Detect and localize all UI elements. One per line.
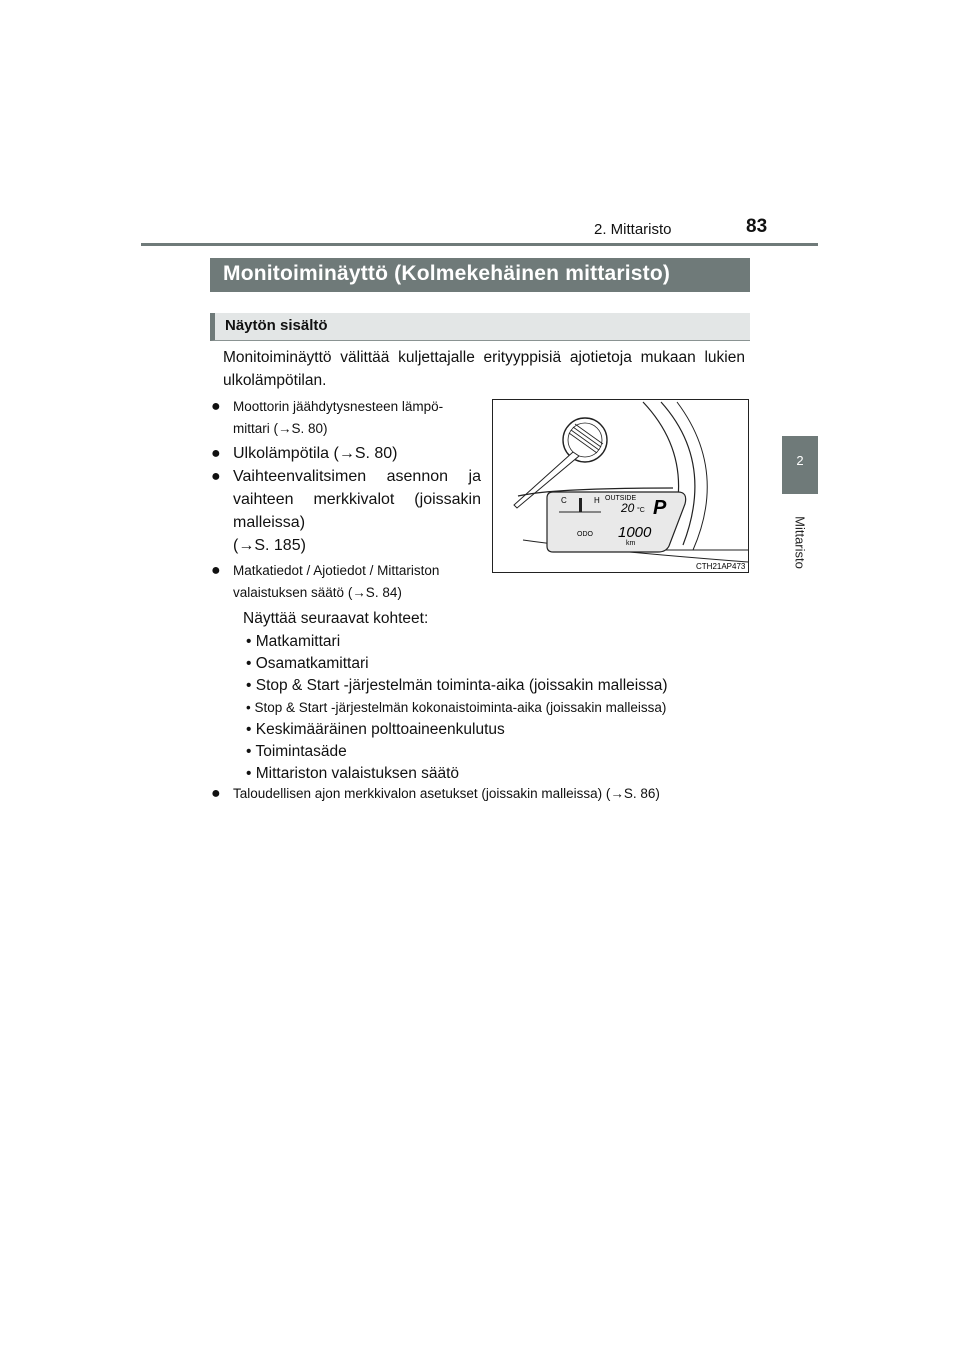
bullet-icon: ●: [211, 445, 221, 462]
list-item: • Toimintasäde: [246, 743, 347, 760]
bullet-icon: ●: [211, 562, 221, 579]
bullet-coolant: [211, 396, 481, 440]
odo-unit: km: [626, 540, 636, 547]
bullet-gear: [211, 465, 481, 557]
list-item: • Osamatkamittari: [246, 655, 369, 672]
odo-value: 1000: [618, 524, 652, 541]
bullet-eco-indicator: [211, 785, 756, 803]
section-title: Monitoiminäyttö (Kolmekehäinen mittaristo): [210, 258, 750, 292]
bullet-outside-temp: [211, 442, 481, 465]
page-number: 83: [746, 216, 768, 237]
bullet-text: valaistuksen säätö (→S. 84): [233, 585, 402, 600]
outside-temp-value: 20: [621, 501, 635, 515]
side-tab-number: 2: [796, 453, 804, 468]
temp-hot-label: H: [594, 496, 600, 505]
bullet-text: (→S. 185): [233, 537, 306, 554]
sub-intro: Näyttää seuraavat kohteet:: [243, 610, 429, 627]
bullet-text: Vaihteenvalitsimen asennon ja vaihteen merkkivalot (joissakin malleissa): [233, 468, 481, 531]
instrument-cluster-figure: [492, 399, 749, 573]
side-tab-label: Mittaristo: [792, 516, 808, 569]
temp-cold-label: C: [561, 496, 567, 505]
list-item: • Mittariston valaistuksen säätö: [246, 765, 460, 782]
bullet-text: mittari (→S. 80): [233, 421, 328, 436]
intro-paragraph: Monitoiminäyttö välittää kuljettajalle erityyppisiä ajotietoja mukaan lukien ulkolämpötilan.: [223, 349, 745, 389]
header-rule: [141, 243, 818, 246]
bullet-text: Ulkolämpötila (→S. 80): [233, 445, 398, 462]
figure-code: CTH21AP473: [696, 562, 746, 571]
header-section: 2. Mittaristo: [594, 221, 672, 238]
outside-temp-unit: °C: [637, 507, 645, 514]
list-item: • Stop & Start -järjestelmän toiminta-aika (joissakin malleissa): [246, 677, 668, 694]
bullet-icon: ●: [211, 468, 221, 485]
list-item: • Matkamittari: [246, 633, 341, 650]
gauge-arc: [677, 402, 707, 550]
bullet-icon: ●: [211, 398, 221, 415]
instrument-cluster-illustration: [493, 400, 749, 573]
bullet-text: Matkatiedot / Ajotiedot / Mittariston: [233, 563, 440, 578]
temp-gauge-bar: [579, 498, 582, 512]
list-item: • Stop & Start -järjestelmän kokonaistoiminta-aika (joissakin malleissa): [246, 700, 667, 715]
gear-position: P: [653, 497, 667, 519]
outside-label: OUTSIDE: [605, 495, 637, 502]
list-item: • Keskimääräinen polttoaineenkulutus: [246, 721, 505, 738]
odo-label: ODO: [577, 531, 593, 538]
item-list: [246, 631, 668, 785]
bullet-trip-info: [211, 560, 481, 604]
bullet-icon: ●: [211, 785, 221, 802]
bullet-text: Taloudellisen ajon merkkivalon asetukset (joissakin malleissa) (→S. 86): [233, 786, 660, 801]
bullet-text: Moottorin jäähdytysnesteen lämpö-: [233, 399, 444, 414]
subsection-title: Näytön sisältö: [210, 313, 750, 341]
